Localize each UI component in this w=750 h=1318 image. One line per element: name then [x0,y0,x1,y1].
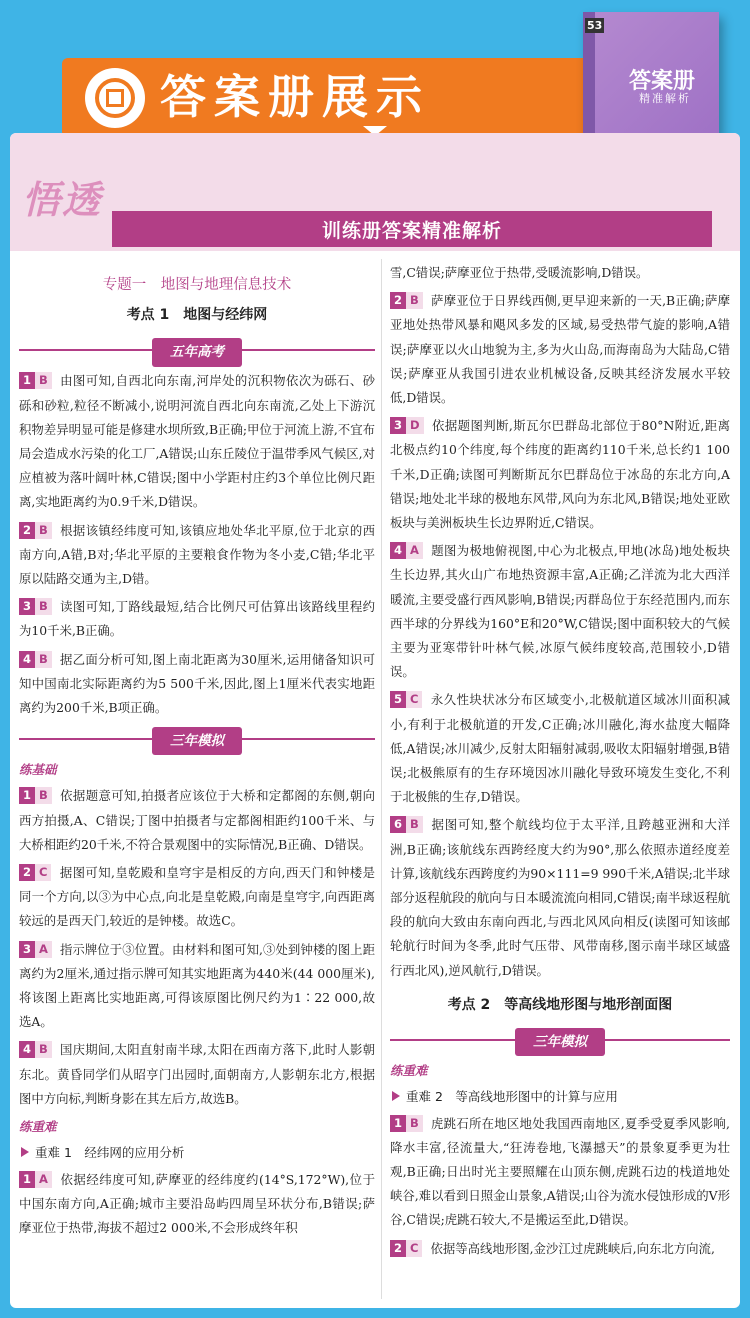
answer-badge: 2 B [390,292,423,309]
answer-item [19,1038,375,1111]
answer-badge: 2 C [19,864,51,881]
column-divider [381,259,382,1299]
answer-badge: 1 B [19,787,52,804]
book-title: 答案册 [629,69,696,94]
answer-item [19,861,375,934]
answer-badge: 3 A [19,941,52,958]
answer-text: 虎跳石所在地区地处我国西南地区,夏季受夏季风影响,降水丰富,径流量大,“狂涛卷地,飞瀑撼天”的景象夏季更为壮观,B正确;日出时光主要照耀在山顶东侧,虎跳石边的栈道地处峡谷,难以看到日照金山景象,A错误;山谷为流水侵蚀形成的V形谷,C错误;虎跳石较大,不是搬运至此,D错误。 [390,1115,730,1228]
topic-title: 专题一 地图与地理信息技术 [102,277,292,293]
answer-badge: 2 B [19,522,52,539]
right-column [390,261,730,1265]
triangle-icon [21,1147,29,1157]
book-subtitle: 精准解析 [639,92,691,105]
zhongnan-heading: 重难 1 经纬网的应用分析 [19,1141,375,1165]
answer-item [390,813,730,982]
answer-badge: 1 A [19,1171,52,1188]
triangle-icon [392,1091,400,1101]
answer-text: 据图可知,皇乾殿和皇穹宇是相反的方向,西天门和钟楼是同一个方向,以③为中心点,向北是皇乾殿,向南是皇穹宇,向西距离较远的是西天门,较近的是钟楼。故选C。 [19,865,375,929]
answer-text: 根据该镇经纬度可知,该镇应地处华北平原,位于北京的西南方向,A错,B对;华北平原的主要粮食作物为冬小麦,C错;华北平原以陆路交通为主,D错。 [19,522,375,587]
answer-item [390,1237,730,1261]
answer-item [19,784,375,857]
book-logo: 53 [587,19,603,32]
section-header [19,726,375,752]
section-label: 五年高考 [152,338,242,366]
answer-continuation: 雪,C错误;萨摩亚位于热带,受暖流影响,D错误。 [390,265,649,280]
answer-badge: 2 C [390,1240,422,1257]
left-column [19,267,375,1244]
answer-badge: 6 B [390,816,423,833]
content-card [10,133,740,1308]
sublabel-zhongnan: 练重难 [390,1063,428,1079]
answer-item [19,938,375,1035]
kaodian-title: 考点 1 地图与经纬网 [126,307,268,324]
answer-text: 依据题图判断,斯瓦尔巴群岛北部位于80°N附近,距离北极点约10个纬度,每个纬度的距离约110千米,总长约1 100千米,D正确;读图可判断斯瓦尔巴群岛位于冰岛的东北方向,A错误;地处北半球的极地东风带,风向为东北风,B错误;地处亚欧板块与美洲板块生长边界附近,C错误。 [390,418,730,531]
answer-badge: 1 B [19,372,52,389]
answer-text: 国庆期间,太阳直射南半球,太阳在西南方落下,此时人影朝东北。黄昏同学们从昭亨门出园时,面朝南方,人影朝东北方,根据图中方向标,判断身影在其左后方,故选B。 [19,1042,375,1106]
answer-badge: 4 A [390,542,423,559]
section-label: 三年模拟 [152,727,242,755]
answer-item [19,1168,375,1241]
answer-item [390,414,730,535]
section-header [390,1027,730,1053]
answer-text: 指示牌位于③位置。由材料和图可知,③处到钟楼的图上距离约为2厘米,通过指示牌可知其实地距离为440米(44 000厘米),将该图上距离比实地距离,可得该原图比例尺约为1∶22 000,故选A。 [19,941,375,1030]
answer-item [390,539,730,684]
answer-item [19,519,375,592]
page-title: 答案册展示 [160,70,430,124]
answer-text: 据乙面分析可知,图上南北距离为30厘米,运用储备知识可知中国南北实际距离约为5 500千米,因此,图上1厘米代表实地距离约为200千米,B项正确。 [19,651,375,716]
answer-text: 由图可知,自西北向东南,河岸处的沉积物依次为砾石、砂砾和砂粒,粒径不断减小,说明河流自西北向东南流,乙处上下游沉积物差异明显可能是修建水坝所致,B正确;甲位于河流上游,不宜布局会造成水污染的化工厂,A错误;山东丘陵位于温带季风气候区,对应植被为落叶阔叶林,C错误;图中小学距村庄约3个单位比例尺距离,实地距离约为0.9千米,D错误。 [19,373,375,510]
answer-text: 题图为极地俯视图,中心为北极点,甲地(冰岛)地处板块生长边界,其火山广布地热资源丰富,A正确;乙洋流为北大西洋暖流,主要受盛行西风影响,B错误;丙群岛位于东经范围内,而东西半球的分界线为160°E和20°W,C错误;图中面积较大的气候主要为亚寒带针叶林气候,冰原气候纬度较高,范围较小,D错误。 [390,543,730,680]
answer-text: 读图可知,丁路线最短,结合比例尺可估算出该路线里程约为10千米,B正确。 [19,599,375,639]
answer-badge: 4 B [19,1041,52,1058]
answer-item [390,1112,730,1233]
section-header [19,337,375,363]
answer-text: 依据经纬度可知,萨摩亚的经纬度约(14°S,172°W),位于中国东南方向,A正确;城市主要沿岛屿四周呈环状分布,B错误;萨摩亚位于热带,海拔不超过2 000米,不会形成终年积 [19,1171,375,1235]
answer-badge: 1 B [390,1115,423,1132]
answer-text: 据图可知,整个航线均位于太平洋,且跨越亚洲和大洋洲,B正确;该航线东西跨经度大约为90°,那么依照赤道经度差计算,该航线东西跨度约为90×111=9 990千米,A错误;北半球部分返程航段的航向与日本暖流流向相同,C错误;南半球返程航段的航向大致由东南向西北,与西北风风向相反(读图可知该邮轮航行时间为冬季,此时气压带、风带南移,图示南半球区域盛行西北风),逆风航行,D错误。 [390,817,730,978]
answer-badge: 5 C [390,691,422,708]
answer-item [19,369,375,514]
answer-item [19,595,375,643]
answer-text: 依据题意可知,拍摄者应该位于大桥和定都阁的东侧,朝向西方拍摄,A、C错误;丁图中拍摄者与定都阁相距约100千米、与大桥相距约20千米,不符合景观图中的实际情况,B正确、D错误。 [19,788,375,852]
answer-badge: 3 B [19,598,52,615]
sublabel-jichu: 练基础 [19,762,57,778]
section-banner: 训练册答案精准解析 [112,211,712,247]
answer-badge: 3 D [390,417,424,434]
answer-text: 依据等高线地形图,金沙江过虎跳峡后,向东北方向流, [430,1240,715,1256]
kaodian-title: 考点 2 等高线地形图与地形剖面图 [447,996,673,1013]
zhongnan-heading: 重难 2 等高线地形图中的计算与应用 [390,1085,730,1109]
section-label: 三年模拟 [515,1028,605,1056]
answer-item [390,289,730,410]
frame-icon [85,68,145,128]
answer-badge: 4 B [19,651,52,668]
answer-item [390,688,730,809]
wutou-logo: 悟透 [22,177,103,222]
answer-item [19,648,375,721]
sublabel-zhongnan: 练重难 [19,1119,57,1135]
answer-text: 永久性块状冰分布区域变小,北极航道区域冰川面积减小,有利于北极航道的开发,C正确;冰川融化,海水盐度大幅降低,A错误;冰川减少,反射太阳辐射减弱,吸收太阳辐射增强,B错误;北极熊原有的生存环境因冰川融化导致环境发生变化,不利于北极熊的生存,D错误。 [390,692,730,805]
answer-text: 萨摩亚位于日界线西侧,更早迎来新的一天,B正确;萨摩亚地处热带风暴和飓风多发的区域,易受热带气旋的影响,A错误;萨摩亚以火山地貌为主,多为火山岛,而海南岛为大陆岛,C错误;萨摩亚从我国引进农业机械设备,反映其经济发展水平较低,D错误。 [390,293,730,406]
